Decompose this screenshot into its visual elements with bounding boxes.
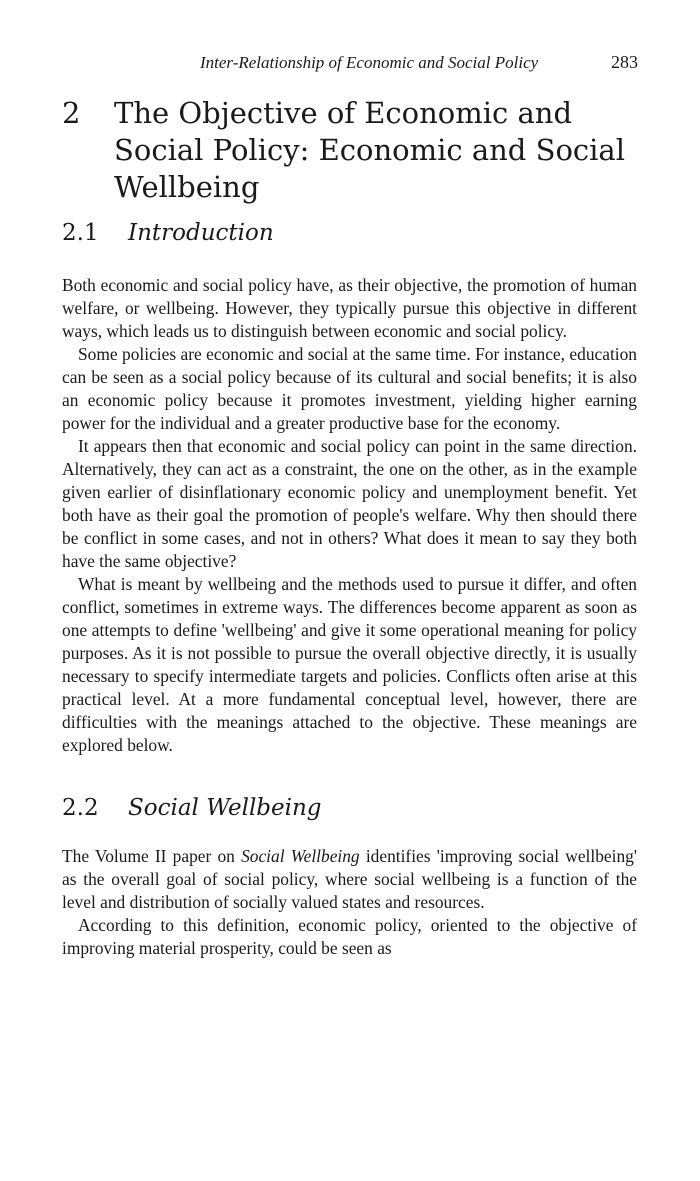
running-title: Inter-Relationship of Economic and Social Policy [200,53,539,72]
section-number: 2.2 [62,795,99,821]
section-body-introduction [62,274,637,757]
section-body-social-wellbeing [62,845,637,960]
paragraph: What is meant by wellbeing and the methods used to pursue it differ, and often conflict, sometimes in extreme ways. The differences become apparent as soon as one attempts to define 'wellbeing' and give it some operational meaning for policy purposes. As it is not possible to pursue the overall objective directly, it is usually necessary to specify intermediate targets and policies. Conflicts often arise at this practical level. At a more fundamental conceptual level, however, there are difficulties with the meanings attached to the objective. These meanings are explored below. [62,574,637,755]
paragraph-text: The Volume II paper on [62,846,242,866]
chapter-title: The Objective of Economic and Social Policy: Economic and Social Wellbeing [114,96,625,204]
page-number: 283 [611,52,638,72]
section-heading-introduction [62,218,274,248]
paragraph: Both economic and social policy have, as their objective, the promotion of human welfare, or wellbeing. However, they typically pursue this objective in different ways, which leads us to distinguish between economic and social policy. [62,275,637,341]
paragraph-text: identifies 'improving social wellbeing' as the overall goal of social policy, where social wellbeing is a function of the level and distribution of socially valued states and resources. [62,846,637,912]
section-number: 2.1 [62,220,99,246]
paragraph [62,845,637,914]
paragraph: It appears then that economic and social policy can point in the same direction. Alternatively, they can act as a constraint, the one on the other, as in the example given earlier of disinflationary economic policy and unemployment benefit. Yet both have as their goal the promotion of people's welfare. Why then should there be conflict in some cases, and not in others? What does it mean to say they both have the same objective? [62,436,637,571]
running-head [200,52,638,73]
paper-title-reference: Social Wellbeing [241,846,360,866]
chapter-number: 2 [62,96,81,130]
paragraph: According to this definition, economic policy, oriented to the objective of improving material prosperity, could be seen as [62,915,637,958]
section-heading-social-wellbeing [62,793,322,823]
paragraph: Some policies are economic and social at the same time. For instance, education can be seen as a social policy because of its cultural and social benefits; it is also an economic policy because it promotes investment, yielding higher earning power for the individual and a greater productive base for the economy. [62,344,637,433]
section-title: Introduction [128,220,274,246]
section-title: Social Wellbeing [128,795,322,821]
